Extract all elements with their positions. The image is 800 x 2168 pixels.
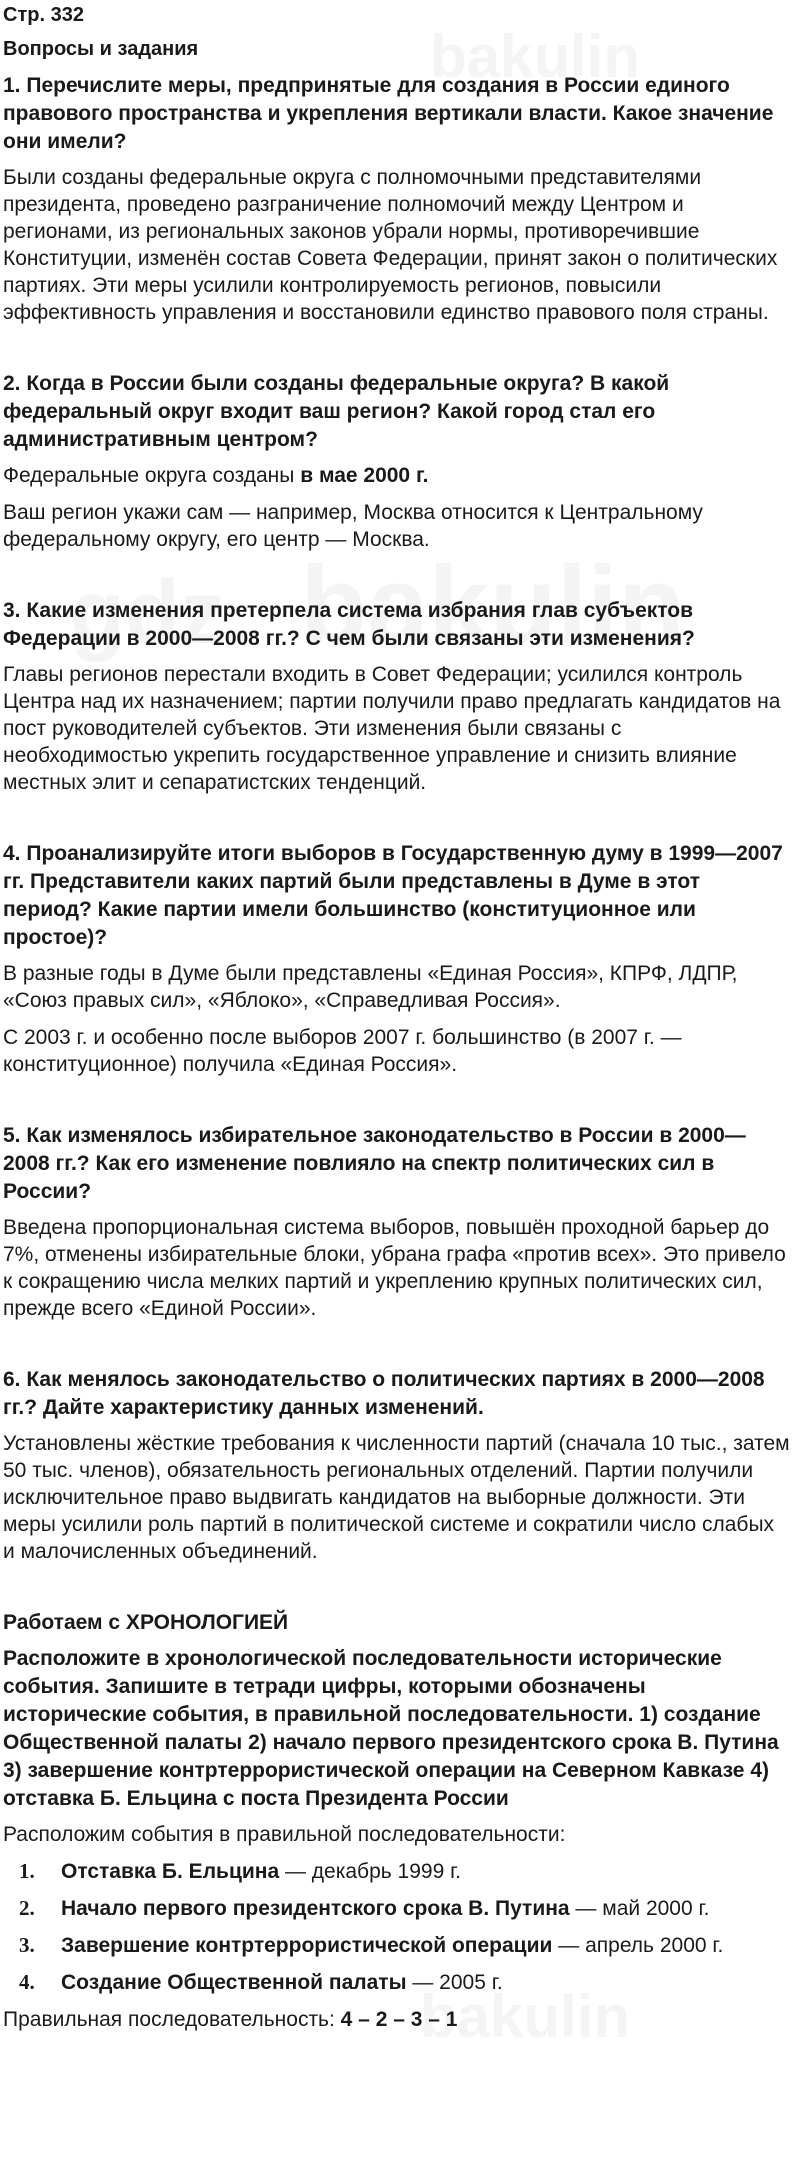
answer-2-part-1 — [3, 462, 790, 489]
question-4: 4. Проанализируйте итоги выборов в Государственную думу в 1999—2007 гг. Представители каких партий были представлены в Думе в этот период? Какие партии имели большинство (конституционное или простое)? — [3, 842, 783, 949]
question-block-5 — [3, 1122, 790, 1322]
list-item — [3, 1932, 790, 1959]
answer-2-part-2: Ваш регион укажи сам — например, Москва относится к Центральному федеральному округу, его центр — Москва. — [3, 501, 703, 551]
event-date: — апрель 2000 г. — [552, 1934, 724, 1957]
question-5: 5. Как изменялось избирательное законодательство в России в 2000—2008 гг.? Как его изменение повлияло на спектр политических сил в России? — [3, 1124, 746, 1203]
final-sequence-label: Правильная последовательность: — [3, 2008, 341, 2031]
answer-5: Введена пропорциональная система выборов, повышён проходной барьер до 7%, отменены избирательные блоки, убрана графа «против всех». Это привело к сокращению числа мелких партий и укреплению крупных политических сил, прежде всего «Единой России». — [3, 1216, 786, 1320]
chronology-task: Расположите в хронологической последовательности исторические события. Запишите в тетради цифры, которыми обозначены исторические события, в правильной последовательности. 1) создание Общественной палаты 2) начало первого президентского срока В. Путина 3) завершение контртеррористической операции на Северном Кавказе 4) отставка Б. Ельцина с поста Президента России — [3, 1647, 779, 1810]
list-item-number: 3. — [19, 1933, 35, 1957]
event-date: — декабрь 1999 г. — [279, 1860, 462, 1883]
list-item — [3, 1895, 790, 1922]
list-item-text — [61, 1969, 790, 1996]
event-name: Отставка Б. Ельцина — [61, 1860, 280, 1883]
page — [0, 2, 800, 2168]
list-item-text — [61, 1858, 790, 1885]
question-3: 3. Какие изменения претерпела система избрания глав субъектов Федерации в 2000—2008 гг.? С чем были связаны эти изменения? — [3, 599, 695, 650]
chronology-intro: Расположим события в правильной последовательности: — [3, 1823, 566, 1846]
answer-4-part-1: В разные годы в Думе были представлены «Единая Россия», КПРФ, ЛДПР, «Союз правых сил», «Яблоко», «Справедливая Россия». — [3, 962, 738, 1012]
section-title: Вопросы и задания — [3, 38, 199, 60]
answer-3: Главы регионов перестали входить в Совет Федерации; усилился контроль Центра над их назначением; партии получили право предлагать кандидатов на пост руководителей субъектов. Эти изменения были связаны с необходимостью укрепить государственное управление и снизить влияние местных элит и сепаратистских тенденций. — [3, 663, 781, 794]
event-date: — 2005 г. — [406, 1971, 503, 1994]
question-1: 1. Перечислите меры, предпринятые для создания в России единого правового пространства и укрепления вертикали власти. Какое значение они имели? — [3, 74, 774, 153]
answer-6: Установлены жёсткие требования к численности партий (сначала 10 тыс., затем 50 тыс. членов), обязательность региональных отделений. Партии получили исключительное право выдвигать кандидатов на выборные должности. Эти меры усилили роль партий в политической системе и сократили число слабых и малочисленных объединений. — [3, 1432, 790, 1563]
list-item-text — [61, 1895, 790, 1922]
answer-1: Были созданы федеральные округа с полномочными представителями президента, проведено разграничение полномочий между Центром и регионами, из региональных законов убрали нормы, противоречившие Конституции, изменён состав Совета Федерации, принят закон о политических партиях. Эти меры усилили контролируемость регионов, повысили эффективность управления и восстановили единство правового поля страны. — [3, 166, 778, 324]
chronology-section — [3, 1609, 790, 2033]
question-block-1 — [3, 72, 790, 326]
list-item — [3, 1858, 790, 1885]
answer-4-part-2: С 2003 г. и особенно после выборов 2007 г. большинство (в 2007 г. — конституционное) получила «Единая Россия». — [3, 1026, 682, 1076]
final-sequence — [3, 2006, 790, 2033]
question-6: 6. Как менялось законодательство о политических партиях в 2000—2008 гг.? Дайте характеристику данных изменений. — [3, 1368, 765, 1419]
events-list — [3, 1858, 790, 1996]
final-sequence-answer: 4 – 2 – 3 – 1 — [340, 2008, 458, 2031]
question-block-3 — [3, 597, 790, 796]
question-block-6 — [3, 1366, 790, 1565]
event-date: — май 2000 г. — [569, 1897, 710, 1920]
list-item-number: 1. — [19, 1859, 35, 1883]
event-name: Завершение контртеррористической операции — [61, 1934, 553, 1957]
chronology-title: Работаем с ХРОНОЛОГИЕЙ — [3, 1611, 289, 1634]
question-block-4 — [3, 840, 790, 1078]
page-number: Стр. 332 — [3, 4, 84, 26]
content — [0, 2, 790, 2033]
answer-2-prefix: Федеральные округа созданы — [3, 464, 301, 487]
list-item-number: 4. — [19, 1970, 35, 1994]
list-item — [3, 1969, 790, 1996]
event-name: Создание Общественной палаты — [61, 1971, 407, 1994]
question-block-2 — [3, 370, 790, 553]
list-item-number: 2. — [19, 1896, 35, 1920]
answer-2-date: в мае 2000 г. — [300, 464, 429, 487]
list-item-text — [61, 1932, 790, 1959]
event-name: Начало первого президентского срока В. Путина — [61, 1897, 570, 1920]
question-2: 2. Когда в России были созданы федеральные округа? В какой федеральный округ входит ваш регион? Какой город стал его административным центром? — [3, 372, 670, 451]
